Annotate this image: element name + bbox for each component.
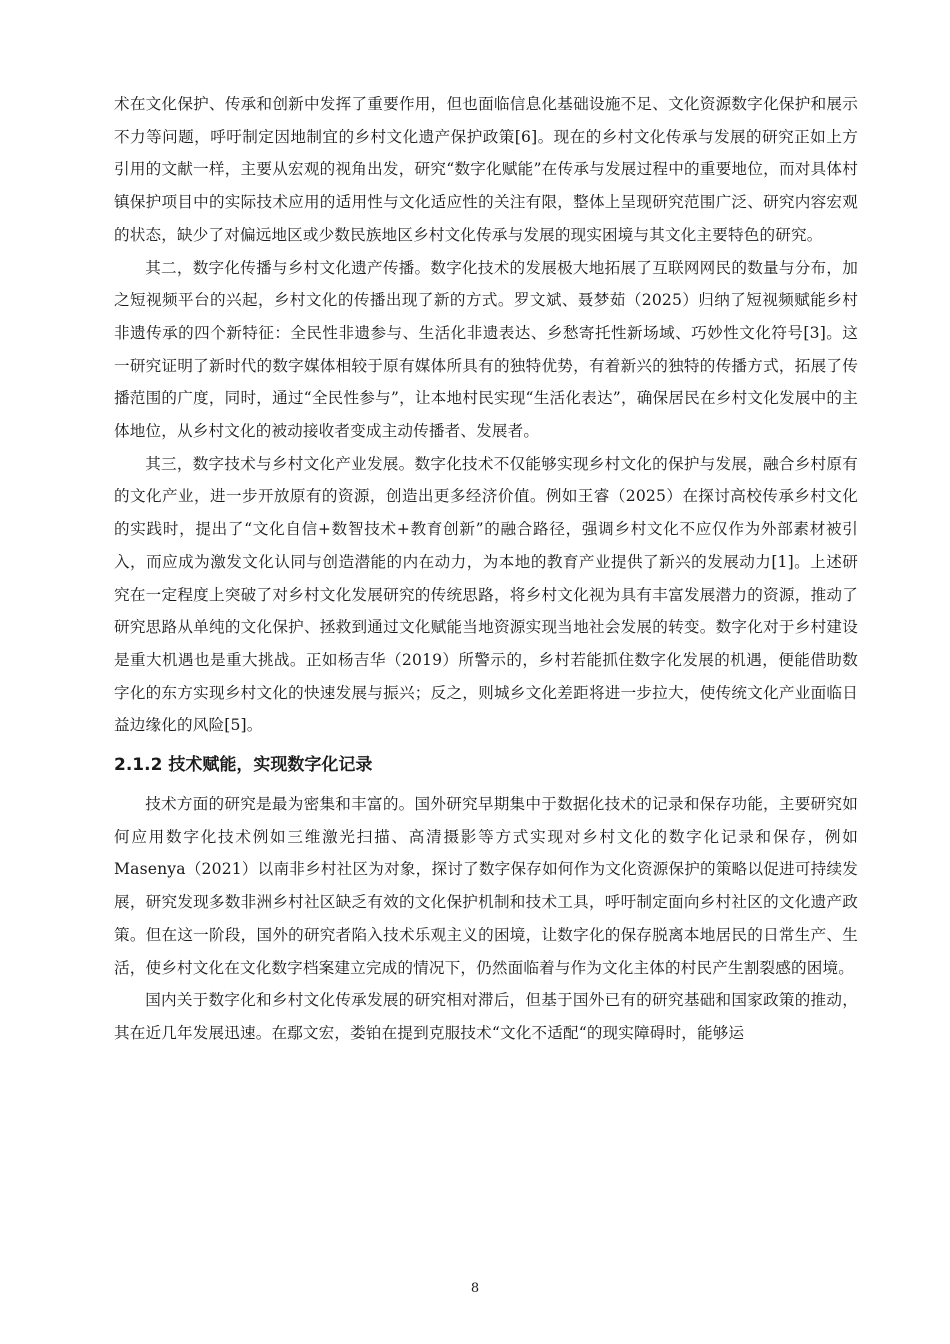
paragraph-domestic-research: 国内关于数字化和乡村文化传承发展的研究相对滞后，但基于国外已有的研究基础和国家政策的推动，其在近几年发展迅速。在鄢文宏，娄铂在提到克服技术“文化不适配“的现实障碍时，能够运 <box>114 991 858 1042</box>
page-number: 8 <box>470 1281 480 1296</box>
document-body <box>114 88 858 1050</box>
section-heading: 2.1.2 技术赋能，实现数字化记录 <box>114 755 373 776</box>
paragraph-continuation: 术在文化保护、传承和创新中发挥了重要作用，但也面临信息化基础设施不足、文化资源数字化保护和展示不力等问题，呼吁制定因地制宜的乡村文化遗产保护政策[6]。现在的乡村文化传承与发展的研究正如上方引用的文献一样，主要从宏观的视角出发，研究“数字化赋能”在传承与发展过程中的重要地位，而对具体村镇保护项目中的实际技术应用的适用性与文化适应性的关注有限，整体上呈现研究范围广泛、研究内容宏观的状态，缺少了对偏远地区或少数民族地区乡村文化传承与发展的现实困境与其文化主要特色的研究。 <box>114 95 858 244</box>
paragraph-digital-communication: 其二，数字化传播与乡村文化遗产传播。数字化技术的发展极大地拓展了互联网网民的数量与分布，加之短视频平台的兴起，乡村文化的传播出现了新的方式。罗文斌、聂梦茹（2025）归纳了短视频赋能乡村非遗传承的四个新特征：全民性非遗参与、生活化非遗表达、乡愁寄托性新场域、巧妙性文化符号[3]。这一研究证明了新时代的数字媒体相较于原有媒体所具有的独特优势，有着新兴的独特的传播方式，拓展了传播范围的广度，同时，通过“全民性参与”，让本地村民实现“生活化表达”，确保居民在乡村文化发展中的主体地位，从乡村文化的被动接收者变成主动传播者、发展者。 <box>114 258 858 441</box>
paragraph-cultural-industry: 其三，数字技术与乡村文化产业发展。数字化技术不仅能够实现乡村文化的保护与发展，融合乡村原有的文化产业，进一步开放原有的资源，创造出更多经济价值。例如王睿（2025）在探讨高校传承乡村文化的实践时，提出了“文化自信+数智技术+教育创新”的融合路径，强调乡村文化不应仅作为外部素材被引入，而应成为激发文化认同与创造潜能的内在动力，为本地的教育产业提供了新兴的发展动力[1]。上述研究在一定程度上突破了对乡村文化发展研究的传统思路，将乡村文化视为具有丰富发展潜力的资源，推动了研究思路从单纯的文化保护、拯救到通过文化赋能当地资源实现当地社会发展的转变。数字化对于乡村建设是重大机遇也是重大挑战。正如杨吉华（2019）所警示的，乡村若能抓住数字化发展的机遇，便能借助数字化的东方实现乡村文化的快速发展与振兴；反之，则城乡文化差距将进一步拉大，使传统文化产业面临日益边缘化的风险[5]。 <box>114 454 858 735</box>
paragraph-technology-research: 技术方面的研究是最为密集和丰富的。国外研究早期集中于数据化技术的记录和保存功能，主要研究如何应用数字化技术例如三维激光扫描、高清摄影等方式实现对乡村文化的数字化记录和保存，例如Masenya（2021）以南非乡村社区为对象，探讨了数字保存如何作为文化资源保护的策略以促进可持续发展，研究发现多数非洲乡村社区缺乏有效的文化保护机制和技术工具，呼吁制定面向乡村社区的文化遗产政策。但在这一阶段，国外的研究者陷入技术乐观主义的困境，让数字化的保存脱离本地居民的日常生产、生活，使乡村文化在文化数字档案建立完成的情况下，仍然面临着与作为文化主体的村民产生割裂感的困境。 <box>114 795 858 977</box>
